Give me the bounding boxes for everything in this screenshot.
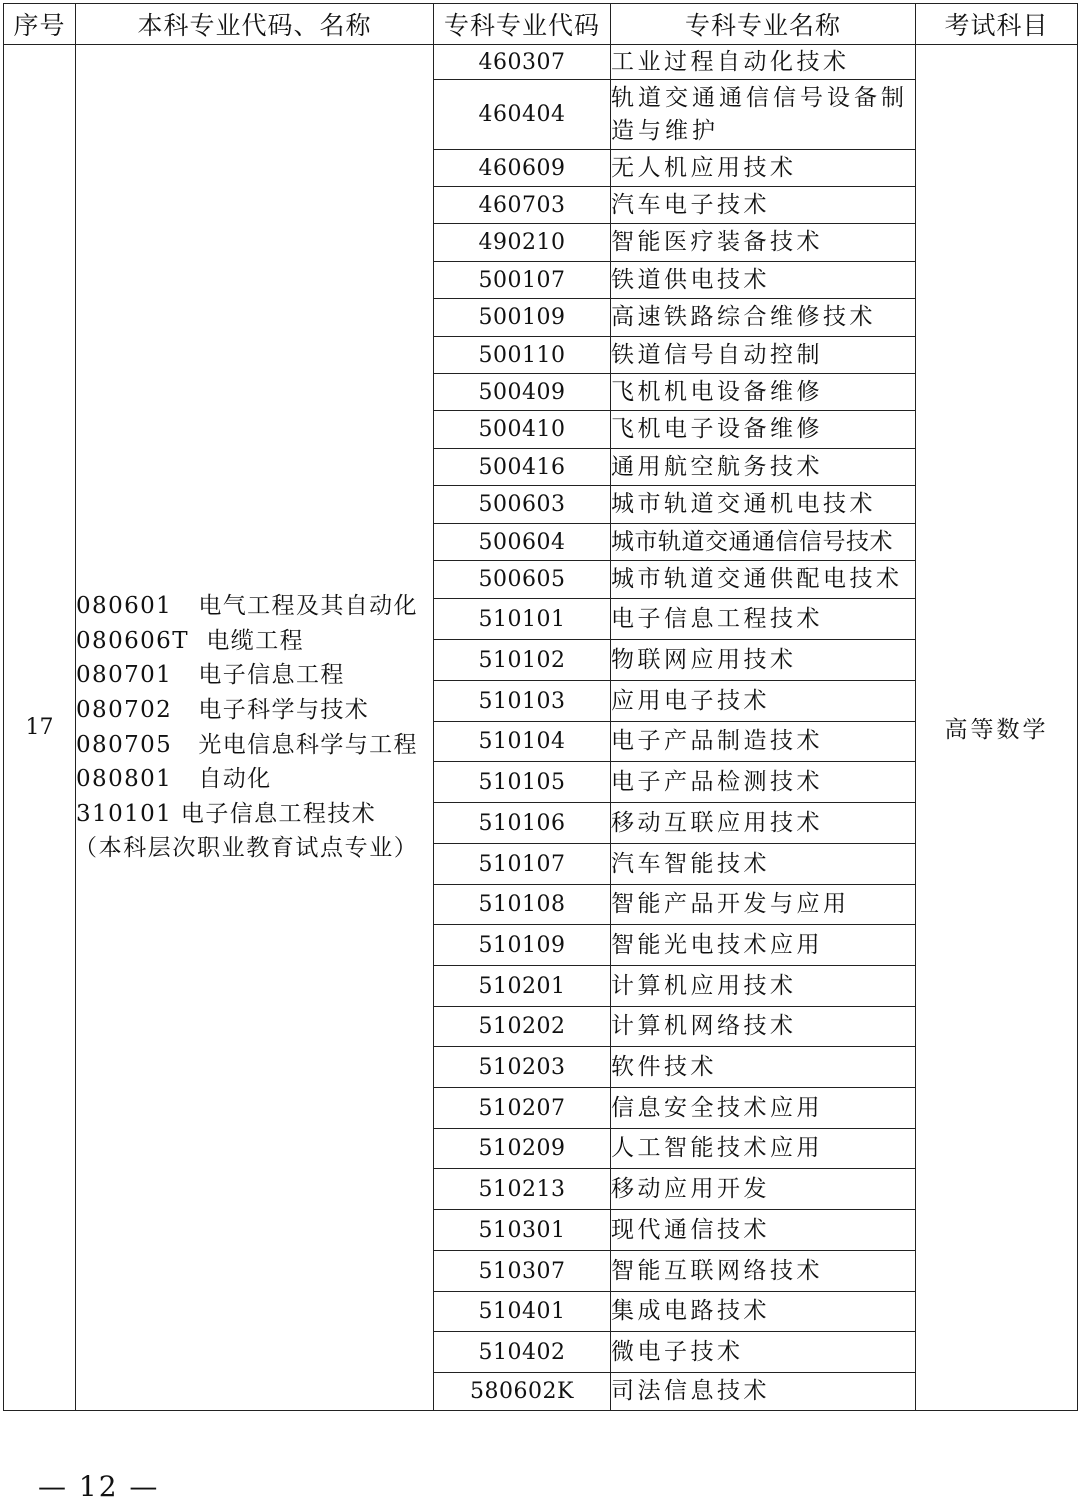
major-name-cell: 铁道信号自动控制 — [611, 337, 916, 374]
table-row — [4, 45, 1078, 80]
header-name: 专科专业名称 — [611, 4, 916, 45]
major-name-cell: 汽车智能技术 — [611, 844, 916, 885]
undergrad-major-line — [76, 624, 433, 659]
undergrad-major-line — [76, 762, 433, 797]
major-name-cell: 司法信息技术 — [611, 1373, 916, 1411]
major-code-cell: 510103 — [434, 681, 611, 722]
undergrad-major-line — [76, 589, 433, 624]
major-name-cell: 城市轨道交通通信信号技术 — [611, 524, 916, 561]
exam-subject-cell: 高等数学 — [916, 45, 1078, 1411]
undergrad-major-line — [76, 658, 433, 693]
undergrad-major-code: 080801 — [76, 766, 173, 793]
undergrad-major-name: 电气工程及其自动化 — [198, 593, 418, 620]
major-code-cell: 500409 — [434, 374, 611, 411]
major-name-cell: 电子信息工程技术 — [611, 599, 916, 640]
major-code-cell: 510108 — [434, 885, 611, 925]
undergrad-major-code: 080705 — [76, 731, 173, 758]
undergrad-major-name: 自动化 — [198, 766, 272, 793]
major-name-cell: 移动应用开发 — [611, 1169, 916, 1210]
undergrad-major-name: 电子信息工程 — [198, 662, 345, 689]
undergrad-major-code: 080606T — [76, 627, 189, 654]
major-name-cell: 高速铁路综合维修技术 — [611, 299, 916, 337]
major-code-cell: 510401 — [434, 1292, 611, 1332]
major-code-cell: 510203 — [434, 1047, 611, 1088]
major-code-cell: 500410 — [434, 411, 611, 449]
major-name-cell: 汽车电子技术 — [611, 187, 916, 224]
major-code-cell: 510104 — [434, 722, 611, 762]
undergrad-major-name: 电子信息工程技术 — [180, 800, 377, 827]
header-seq: 序号 — [4, 4, 76, 45]
major-code-cell: 510201 — [434, 966, 611, 1007]
major-name-cell: 飞机电子设备维修 — [611, 411, 916, 449]
major-code-cell: 510102 — [434, 640, 611, 681]
major-name-cell: 集成电路技术 — [611, 1292, 916, 1332]
major-code-cell: 510307 — [434, 1251, 611, 1292]
major-name-cell: 移动互联应用技术 — [611, 803, 916, 844]
major-code-cell: 500603 — [434, 486, 611, 524]
major-code-cell: 510209 — [434, 1129, 611, 1169]
major-code-cell: 510101 — [434, 599, 611, 640]
major-name-cell: 飞机机电设备维修 — [611, 374, 916, 411]
major-name-cell: 微电子技术 — [611, 1332, 916, 1373]
undergrad-major-code: 080601 — [76, 593, 173, 620]
major-code-cell: 510202 — [434, 1007, 611, 1047]
undergrad-major-code: 080701 — [76, 662, 173, 689]
major-name-cell: 智能光电技术应用 — [611, 925, 916, 966]
undergrad-major-name: 电子科学与技术 — [198, 696, 370, 723]
major-name-cell: 城市轨道交通供配电技术 — [611, 561, 916, 599]
major-code-cell: 460404 — [434, 80, 611, 150]
undergrad-major-code: 080702 — [76, 696, 173, 723]
major-name-cell: 城市轨道交通机电技术 — [611, 486, 916, 524]
major-code-cell: 510107 — [434, 844, 611, 885]
major-name-cell: 智能医疗装备技术 — [611, 224, 916, 262]
major-name-cell: 人工智能技术应用 — [611, 1129, 916, 1169]
major-code-cell: 510106 — [434, 803, 611, 844]
major-name-cell: 智能产品开发与应用 — [611, 885, 916, 925]
page-number: — 12 — — [38, 1470, 160, 1503]
major-code-cell: 460609 — [434, 150, 611, 187]
major-code-cell: 510105 — [434, 762, 611, 803]
table-header-row — [4, 4, 1078, 45]
seq-cell: 17 — [4, 45, 76, 1411]
table-body — [4, 45, 1078, 1411]
major-name-cell: 软件技术 — [611, 1047, 916, 1088]
major-code-cell: 510213 — [434, 1169, 611, 1210]
major-code-cell: 500416 — [434, 449, 611, 486]
undergrad-majors-cell — [76, 45, 434, 1411]
major-code-cell: 460307 — [434, 45, 611, 80]
major-code-cell: 500109 — [434, 299, 611, 337]
major-name-cell: 轨道交通通信信号设备制造与维护 — [611, 80, 916, 150]
major-name-cell: 无人机应用技术 — [611, 150, 916, 187]
major-code-cell: 500110 — [434, 337, 611, 374]
undergrad-major-name: 电缆工程 — [206, 627, 304, 654]
undergrad-major-line — [76, 693, 433, 728]
header-code: 专科专业代码 — [434, 4, 611, 45]
major-name-cell: 通用航空航务技术 — [611, 449, 916, 486]
major-code-cell: 580602K — [434, 1373, 611, 1411]
undergrad-major-line — [76, 728, 433, 763]
major-code-cell: 460703 — [434, 187, 611, 224]
major-name-cell: 铁道供电技术 — [611, 262, 916, 299]
major-name-cell: 信息安全技术应用 — [611, 1088, 916, 1129]
major-code-cell: 510301 — [434, 1210, 611, 1251]
major-name-cell: 现代通信技术 — [611, 1210, 916, 1251]
header-undergrad: 本科专业代码、名称 — [76, 4, 434, 45]
undergrad-major-line — [76, 797, 433, 832]
major-name-cell: 计算机应用技术 — [611, 966, 916, 1007]
major-name-cell: 电子产品检测技术 — [611, 762, 916, 803]
major-code-cell: 510402 — [434, 1332, 611, 1373]
major-table — [3, 3, 1078, 1411]
major-name-cell: 应用电子技术 — [611, 681, 916, 722]
undergrad-major-code: 310101 — [76, 800, 173, 827]
major-name-cell: 智能互联网络技术 — [611, 1251, 916, 1292]
major-name-cell: 计算机网络技术 — [611, 1007, 916, 1047]
header-exam: 考试科目 — [916, 4, 1078, 45]
undergrad-note: （本科层次职业教育试点专业） — [74, 835, 419, 862]
major-code-cell: 510109 — [434, 925, 611, 966]
major-code-cell: 500604 — [434, 524, 611, 561]
major-code-cell: 510207 — [434, 1088, 611, 1129]
major-name-cell: 工业过程自动化技术 — [611, 45, 916, 80]
major-code-cell: 490210 — [434, 224, 611, 262]
major-code-cell: 500605 — [434, 561, 611, 599]
major-code-cell: 500107 — [434, 262, 611, 299]
major-name-cell: 物联网应用技术 — [611, 640, 916, 681]
undergrad-major-name: 光电信息科学与工程 — [198, 731, 418, 758]
major-name-cell: 电子产品制造技术 — [611, 722, 916, 762]
